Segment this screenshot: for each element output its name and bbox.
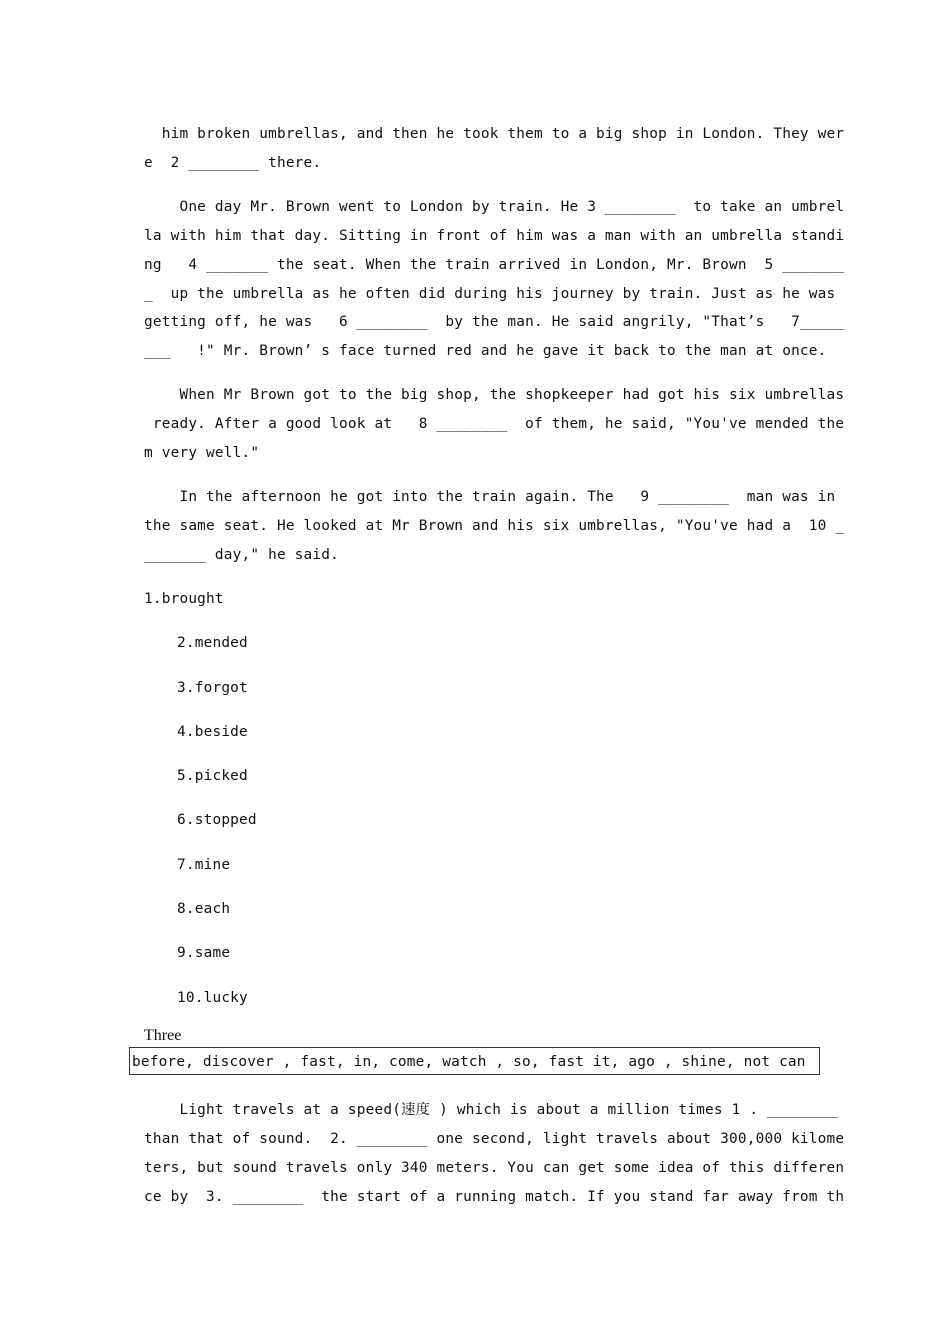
- section-heading: Three: [144, 1027, 182, 1044]
- answer-item: 9.same: [177, 945, 231, 961]
- passage-line: In the afternoon he got into the train again. The 9 ________ man was in: [144, 489, 836, 505]
- passage-line: _______ day," he said.: [144, 547, 340, 563]
- passage-line: ters, but sound travels only 340 meters. You can get some idea of this differen: [144, 1160, 845, 1176]
- word-box: [129, 1047, 820, 1075]
- passage-line: ready. After a good look at 8 ________ of them, he said, "You've mended the: [144, 416, 845, 432]
- passage-line: ng 4 _______ the seat. When the train arrived in London, Mr. Brown 5 _______: [144, 257, 845, 273]
- passage-line: ___ !" Mr. Brown’ s face turned red and he gave it back to the man at once.: [144, 343, 827, 359]
- answer-item: 10.lucky: [177, 990, 248, 1006]
- passage-line: the same seat. He looked at Mr Brown and his six umbrellas, "You've had a 10 _: [144, 518, 845, 534]
- passage-line: _ up the umbrella as he often did during his journey by train. Just as he was: [144, 286, 836, 302]
- passage-line: him broken umbrellas, and then he took them to a big shop in London. They wer: [144, 126, 845, 142]
- answer-item: 4.beside: [177, 724, 248, 740]
- answer-item: 1.brought: [144, 591, 224, 607]
- passage-line: e 2 ________ there.: [144, 155, 322, 171]
- passage-line: la with him that day. Sitting in front of him was a man with an umbrella standi: [144, 228, 845, 244]
- passage-line: ce by 3. ________ the start of a running match. If you stand far away from th: [144, 1189, 845, 1205]
- answer-item: 6.stopped: [177, 812, 257, 828]
- passage-line: than that of sound. 2. ________ one second, light travels about 300,000 kilome: [144, 1131, 845, 1147]
- word-box-text: before, discover , fast, in, come, watch , so, fast it, ago , shine, not can: [132, 1054, 806, 1070]
- answer-item: 3.forgot: [177, 680, 248, 696]
- answer-item: 2.mended: [177, 635, 248, 651]
- passage-line: m very well.": [144, 445, 260, 461]
- answer-item: 5.picked: [177, 768, 248, 784]
- passage-line: Light travels at a speed(速度 ) which is about a million times 1 . ________: [144, 1102, 838, 1118]
- answer-item: 8.each: [177, 901, 231, 917]
- answer-item: 7.mine: [177, 857, 231, 873]
- passage-line: One day Mr. Brown went to London by train. He 3 ________ to take an umbrel: [144, 199, 845, 215]
- passage-line: When Mr Brown got to the big shop, the shopkeeper had got his six umbrellas: [144, 387, 845, 403]
- passage-line: getting off, he was 6 ________ by the man. He said angrily, "That’s 7_____: [144, 314, 845, 330]
